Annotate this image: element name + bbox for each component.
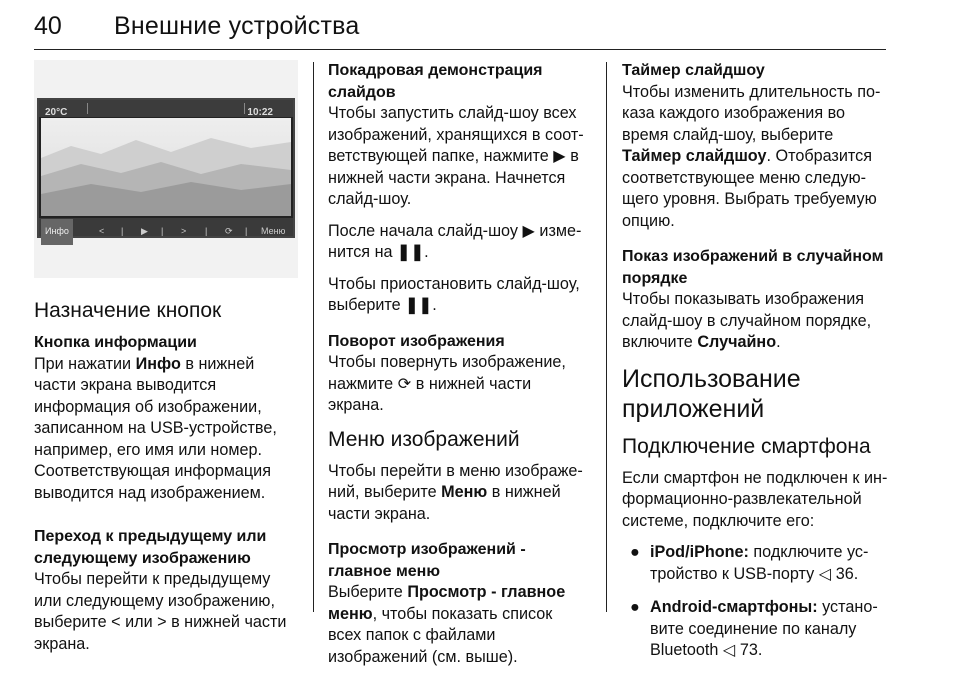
page-header (34, 8, 886, 50)
previous-button[interactable]: < (99, 226, 105, 236)
paragraph: Чтобы запустить слайд-шоу всех изображений, хранящихся в соответствующей папке, нажмите ▶ в нижней части экрана. Начнется слайд-шоу. (328, 104, 584, 208)
paragraph: Чтобы повернуть изображение, нажмите ⟳ в нижней части экрана. (328, 353, 566, 414)
display-screen (37, 98, 295, 238)
paragraph: Чтобы показывать изображения слайд-шоу в случайном порядке, включите Случайно. (622, 290, 872, 351)
control-bar: Инфо < | ▶ | > | ⟳ | Меню (39, 218, 293, 236)
reference-icon: ◁ (818, 564, 832, 583)
paragraph: При нажатии Инфо в нижней части экрана выводится информация об изображении, записанном на USB-устройстве, например, его имя или номер. Соответствующая информация выводится над изображением. (34, 354, 277, 502)
section-heading: Назначение кнопок (34, 299, 222, 322)
play-icon: ▶ (522, 221, 535, 240)
status-bar (39, 100, 293, 117)
list-item: ● iPod/iPhone: подключите устройство к USB-порту ◁ 36. (630, 543, 869, 583)
next-button[interactable]: > (181, 226, 187, 236)
column-divider (313, 62, 314, 612)
subsection-title: Показ изображений в случайном порядке (622, 248, 884, 287)
paragraph: После начала слайд-шоу ▶ изменится на ❚❚. (328, 221, 582, 261)
picture-view (41, 118, 291, 216)
clock: 10:22 (247, 107, 273, 118)
pause-icon: ❚❚ (405, 296, 433, 314)
menu-button[interactable]: Меню (261, 226, 286, 236)
pause-icon: ❚❚ (397, 243, 425, 261)
info-button[interactable]: Инфо (41, 219, 73, 245)
bullet-icon: ● (630, 543, 640, 561)
reference-icon: ◁ (722, 641, 736, 659)
paragraph: Чтобы изменить длительность показа каждого изображения во время слайд-шоу, выберите Таймер слайдшоу. Отобразится соответствующее меню следующего уровня. Выбрать требуемую опцию. (622, 82, 881, 230)
subsection-title: Покадровая демонстрация слайдов (328, 62, 543, 101)
column-1 (34, 60, 298, 665)
subsection-title: Таймер слайдшоу (622, 62, 765, 79)
page-title: Внешние устройства (114, 12, 360, 40)
subsection-title: Просмотр изображений - главное меню (328, 541, 526, 580)
rotate-icon: ⟳ (397, 374, 412, 393)
mountain-picture (41, 118, 291, 216)
column-3 (622, 60, 888, 674)
paragraph: Чтобы перейти к предыдущему или следующему изображению, выберите < или > в нижней части экрана. (34, 570, 287, 653)
subsection-title: Поворот изображения (328, 332, 505, 350)
list-item: ● Android-смартфоны: установите соединение по каналу Bluetooth ◁ 73. (630, 598, 878, 659)
column-divider (606, 62, 607, 612)
paragraph: Чтобы приостановить слайд-шоу, выберите ❚❚. (328, 274, 580, 314)
play-button[interactable]: ▶ (141, 226, 148, 236)
chapter-heading: Использование приложений (622, 364, 801, 423)
section-heading: Подключение смартфона (622, 434, 871, 458)
temperature: 20°C (45, 107, 68, 118)
play-icon: ▶ (553, 147, 566, 165)
paragraph: Выберите Просмотр - главное меню, чтобы показать список всех папок с файлами изображений (см. выше). (328, 583, 566, 666)
section-heading: Меню изображений (328, 427, 520, 451)
subsection-title: Кнопка информации (34, 334, 197, 351)
bullet-icon: ● (630, 598, 640, 616)
page-number: 40 (34, 12, 62, 40)
screen-illustration (34, 60, 298, 278)
subsection-title: Переход к предыдущему или следующему изображению (34, 528, 267, 567)
paragraph: Чтобы перейти в меню изображений, выберите Меню в нижней части экрана. (328, 461, 583, 523)
rotate-button[interactable]: ⟳ (225, 226, 233, 236)
paragraph: Если смартфон не подключен к информационно-развлекательной системе, подключите его: (622, 468, 888, 530)
column-2 (328, 60, 590, 678)
